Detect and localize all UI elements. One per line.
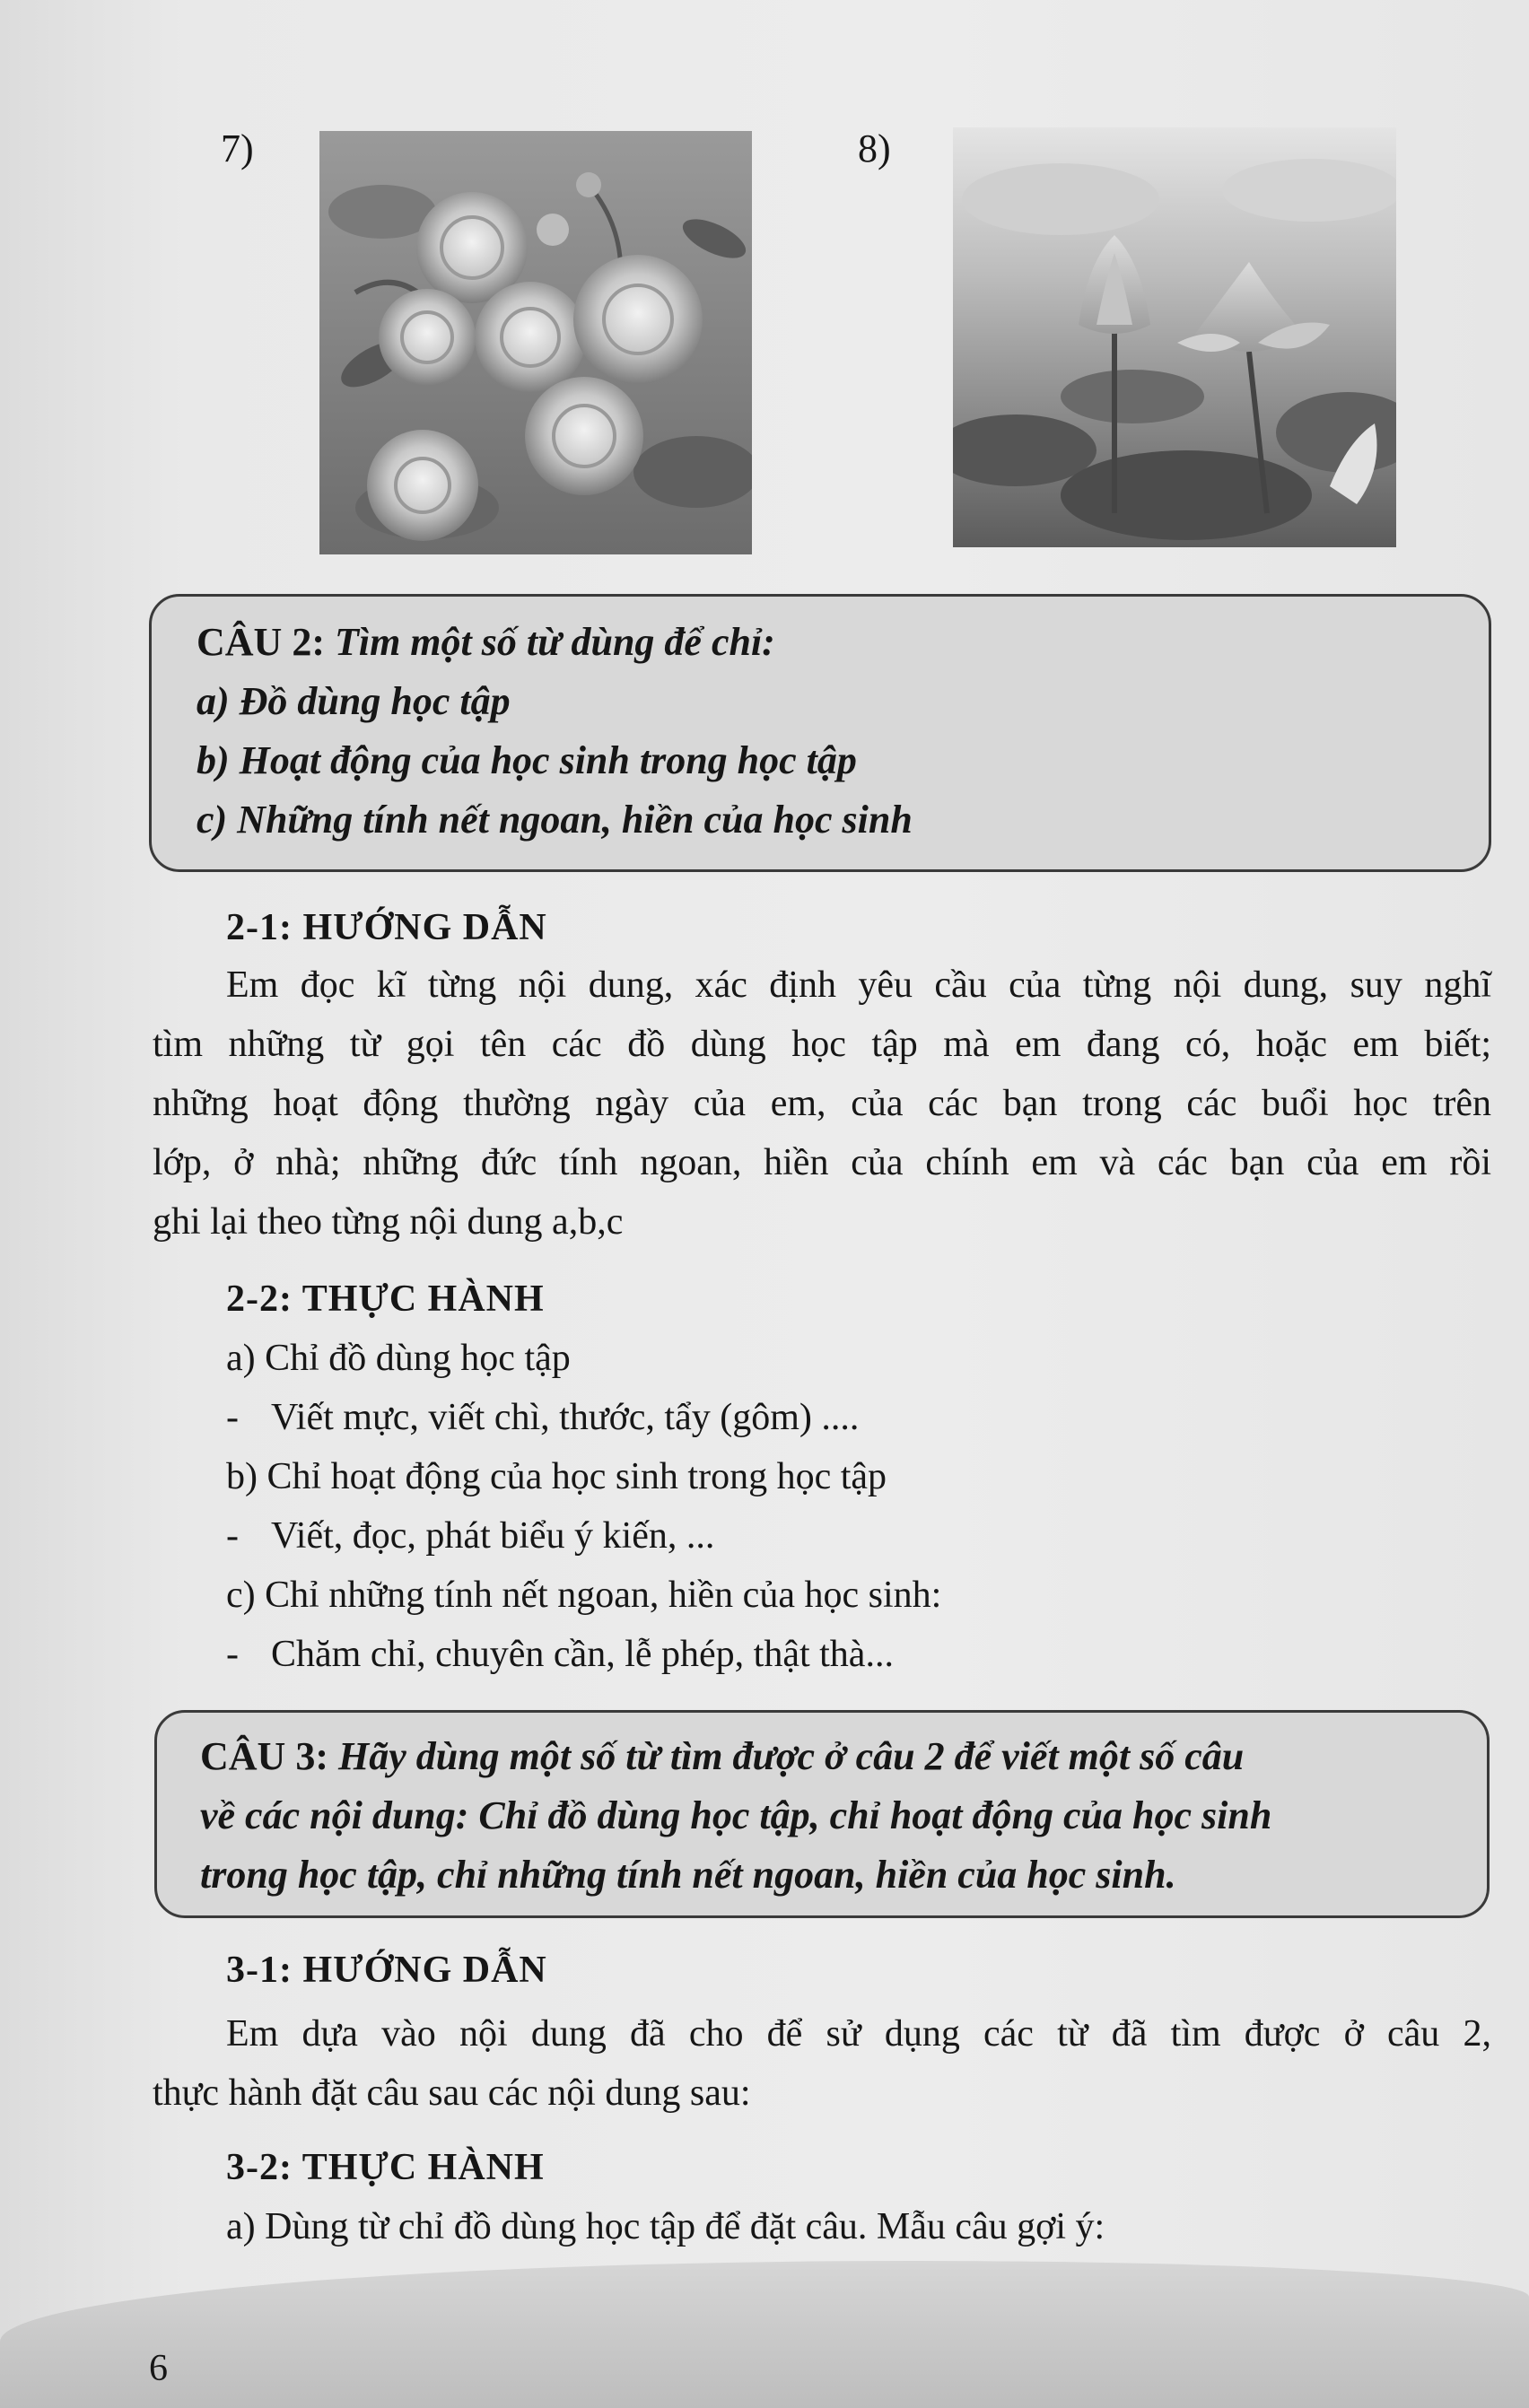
question-2-title (197, 613, 1489, 672)
lotus-photo-icon (953, 127, 1396, 547)
question-2-prompt: Tìm một số từ dùng để chỉ: (334, 620, 775, 664)
paragraph-line: tìm những từ gọi tên các đồ dùng học tập mà em đang có, hoặc em biết; (153, 1024, 1491, 1065)
question-3-prompt: Hãy dùng một số từ tìm được ở câu 2 để viết một số câu (337, 1734, 1245, 1778)
section-2-1-paragraph (153, 955, 1491, 1252)
paragraph-line: Em đọc kĩ từng nội dung, xác định yêu cầu của từng nội dung, suy nghĩ (226, 964, 1491, 1006)
paragraph-line: thực hành đặt câu sau các nội dung sau: (153, 2072, 751, 2114)
question-3-label: CÂU 3: (200, 1734, 328, 1778)
question-3-line-3: trong học tập, chỉ những tính nết ngoan, hiền của học sinh. (200, 1853, 1176, 1897)
paragraph-line: ghi lại theo từng nội dung a,b,c (153, 1201, 624, 1243)
page-footer-band (0, 2261, 1529, 2408)
section-3-1-heading: 3-1: HƯỚNG DẪN (226, 1950, 547, 1991)
practice-2-answer-a (226, 1396, 859, 1439)
section-2-2-heading: 2-2: THỰC HÀNH (226, 1278, 545, 1320)
practice-2-item-b: b) Chỉ hoạt động của học sinh trong học tập (226, 1456, 887, 1497)
dash-bullet: - (226, 1634, 239, 1675)
answer-text: Chăm chỉ, chuyên cần, lễ phép, thật thà... (271, 1634, 894, 1675)
question-2-item-c: c) Những tính nết ngoan, hiền của học sinh (197, 798, 913, 842)
lotus-photo (953, 127, 1396, 547)
dash-bullet: - (226, 1515, 239, 1557)
practice-2-item-a: a) Chỉ đồ dùng học tập (226, 1338, 571, 1379)
rose-photo-icon (319, 131, 752, 554)
page-number: 6 (149, 2348, 168, 2389)
section-3-1-paragraph (153, 2004, 1491, 2123)
section-2-1-heading: 2-1: HƯỚNG DẪN (226, 907, 547, 948)
paragraph-line: lớp, ở nhà; những đức tính ngoan, hiền của chính em và các bạn của em rồi (153, 1142, 1491, 1183)
question-2-label: CÂU 2: (197, 620, 325, 664)
question-2-box (149, 594, 1491, 872)
question-3-line-1 (200, 1727, 1487, 1786)
question-2-item-b: b) Hoạt động của học sinh trong học tập (197, 738, 857, 782)
paragraph-line: những hoạt động thường ngày của em, của các bạn trong các buổi học trên (153, 1083, 1491, 1124)
figure-8-label: 8) (858, 127, 891, 170)
paragraph-line: Em dựa vào nội dung đã cho để sử dụng các từ đã tìm được ở câu 2, (226, 2013, 1491, 2055)
answer-text: Viết mực, viết chì, thước, tẩy (gôm) .... (271, 1397, 860, 1438)
practice-2-item-c: c) Chỉ những tính nết ngoan, hiền của học sinh: (226, 1575, 942, 1616)
dash-bullet: - (226, 1397, 239, 1438)
answer-text: Viết, đọc, phát biểu ý kiến, ... (271, 1515, 715, 1557)
section-3-2-heading: 3-2: THỰC HÀNH (226, 2147, 545, 2188)
question-2-item-a: a) Đồ dùng học tập (197, 679, 511, 723)
figure-7-label: 7) (221, 127, 254, 170)
practice-2-answer-b (226, 1514, 714, 1557)
rose-photo (319, 131, 752, 554)
practice-3-item-a: a) Dùng từ chỉ đồ dùng học tập để đặt câu. Mẫu câu gợi ý: (226, 2206, 1105, 2247)
question-3-line-2: về các nội dung: Chỉ đồ dùng học tập, chỉ hoạt động của học sinh (200, 1793, 1272, 1837)
question-3-box (154, 1710, 1490, 1918)
practice-2-answer-c (226, 1633, 894, 1676)
